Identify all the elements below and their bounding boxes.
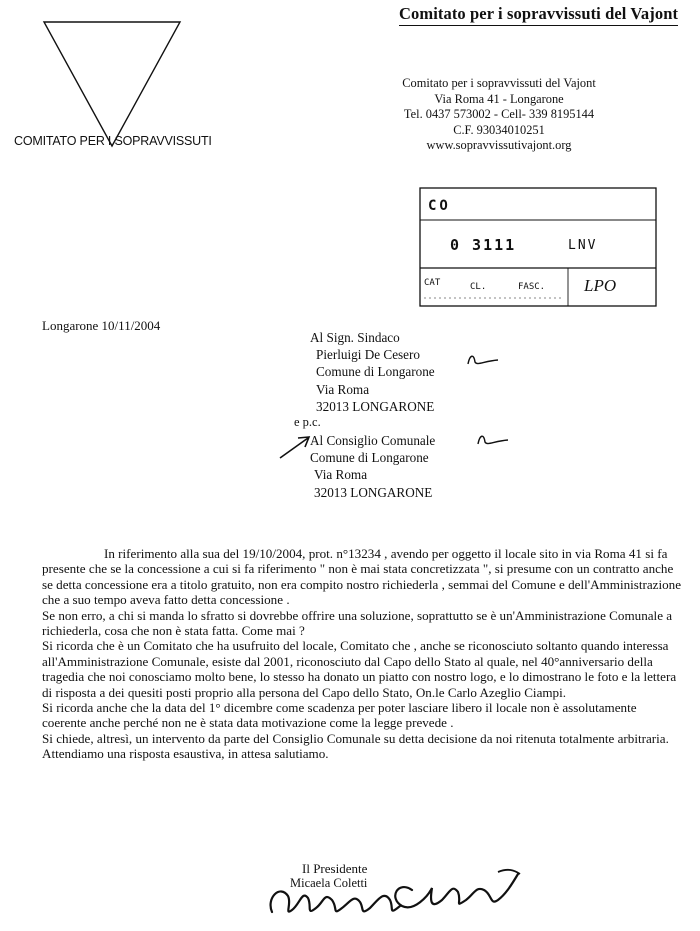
body-paragraph: In riferimento alla sua del 19/10/2004, prot. n°13234 , avendo per oggetto il locale sito in via Roma 41 si fa presente che se la concessione a cui si fa riferimento " non è mai stata concretizzata ", si presume con un contratto anche se detta concessione era a titolo gratuito, non era compito nostro richiederla , semmai del Comune e dell'Amministrazione che a suo tempo aveva fatto detta concessione . bbox=[42, 546, 682, 608]
stamp-header: CO bbox=[428, 198, 451, 214]
stamp-handwritten-note: LPO bbox=[584, 276, 617, 295]
recipient-line: 32013 LONGARONE bbox=[316, 398, 435, 414]
stamp-protocol-number: 0 3111 bbox=[450, 236, 517, 254]
handwritten-check-icon bbox=[476, 432, 510, 455]
sender-line: Comitato per i sopravvissuti del Vajont bbox=[402, 76, 596, 90]
handwritten-signature-icon bbox=[262, 850, 532, 926]
protocol-stamp bbox=[418, 178, 658, 310]
letter-date: Longarone 10/11/2004 bbox=[42, 318, 161, 333]
recipient-line: Via Roma bbox=[314, 467, 368, 483]
stamp-cl: CL. bbox=[470, 282, 487, 292]
recipient-line: Al Consiglio Comunale bbox=[310, 433, 436, 448]
recipient-line: Al Sign. Sindaco bbox=[310, 330, 400, 345]
signature-name: Micaela Coletti bbox=[290, 876, 368, 890]
triangle-logo-icon bbox=[42, 18, 182, 150]
letter-body bbox=[42, 546, 682, 762]
recipient-address-2 bbox=[310, 432, 435, 501]
sender-line: www.sopravvissutivajont.org bbox=[426, 138, 572, 153]
cc-label: e p.c. bbox=[294, 415, 321, 429]
recipient-line: Comune di Longarone bbox=[316, 364, 435, 380]
sender-line: Via Roma 41 - Longarone bbox=[434, 91, 564, 106]
logo-caption: COMITATO PER I SOPRAVVISSUTI bbox=[14, 134, 212, 148]
stamp-cat: CAT bbox=[424, 278, 441, 288]
stamp-fasc: FASC. bbox=[518, 282, 546, 292]
recipient-line: Comune di Longarone bbox=[310, 450, 429, 466]
sender-line: C.F. 93034010251 bbox=[453, 122, 545, 137]
body-paragraph: Si ricorda che è un Comitato che ha usufruito del locale, Comitato che , anche se riconosciuto soltanto quando interessa all'Amministrazione Comunale, esiste dal 2001, riconosciuto dal Capo dello Stato al quale, nel 40°anniversario della tragedia che noi conosciamo molto bene, lo stesso ha donato un piatto con nostro logo, e lo dimostrano le foto e la lettera di risposta a dei quesiti posti proprio alla persona del Capo dello Stato, On.le Carlo Azeglio Ciampi. bbox=[42, 638, 677, 700]
stamp-date: LNV bbox=[568, 238, 598, 253]
body-paragraph: Se non erro, a chi si manda lo sfratto si dovrebbe offrire una soluzione, soprattutto se è un'Amministrazione Comunale a richiederla, cosa che non è stata fatta. Come mai ? bbox=[42, 607, 673, 639]
recipient-line: 32013 LONGARONE bbox=[314, 484, 433, 500]
sender-address bbox=[394, 76, 604, 154]
recipient-address-1 bbox=[310, 329, 435, 415]
handwritten-check-icon bbox=[466, 352, 500, 375]
handwritten-arrow-icon bbox=[278, 434, 312, 465]
body-paragraph: Si chiede, altresì, un intervento da parte del Consiglio Comunale su detta decisione da noi ritenuta totalmente arbitraria. bbox=[42, 730, 669, 746]
body-paragraph: Attendiamo una risposta esaustiva, in attesa salutiamo. bbox=[42, 746, 329, 762]
sender-line: Tel. 0437 573002 - Cell- 339 8195144 bbox=[403, 107, 595, 122]
signature-title: Il Presidente bbox=[302, 861, 368, 876]
recipient-line: Pierluigi De Cesero bbox=[316, 347, 421, 363]
recipient-line: Via Roma bbox=[316, 381, 370, 397]
letterhead-title: Comitato per i sopravvissuti del Vajont bbox=[399, 4, 678, 26]
body-paragraph: Si ricorda anche che la data del 1° dicembre come scadenza per poter lasciare libero il locale non è assolutamente coerente anche perché non ne è stata data motivazione come la legge prevede . bbox=[42, 700, 637, 731]
